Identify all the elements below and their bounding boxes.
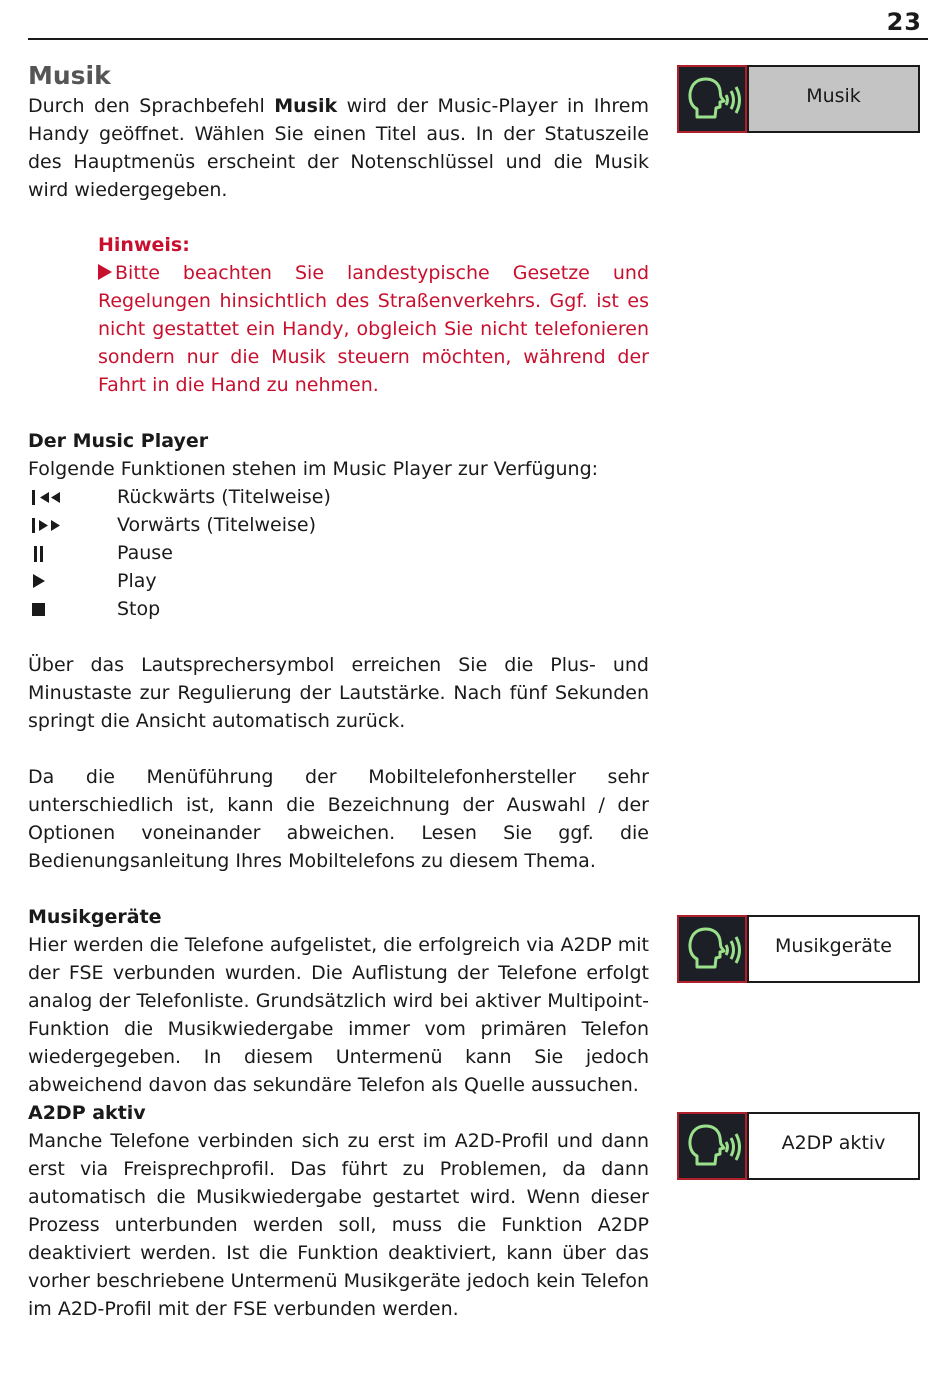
skip-back-icon <box>30 483 100 511</box>
stop-icon <box>30 595 100 623</box>
section-title-musik: Musik <box>28 61 111 90</box>
volume-paragraph: Über das Lautsprechersymbol erreichen Sie die Plus- und Minustaste zur Regulierung der Lautstärke. Nach fünf Sekunden springt die Ansicht automatisch zurück. <box>28 654 649 732</box>
function-label-pause: Pause <box>117 542 173 564</box>
hint-arrow-icon <box>98 264 112 280</box>
voice-command-icon <box>677 1112 747 1180</box>
musikgeraete-paragraph: Hier werden die Telefone aufgelistet, die erfolgreich via A2DP mit der FSE verbunden wurden. Die Auflistung der Telefone erfolgt analog der Telefonliste. Grundsätzlich wird bei aktiver Multipoint-Funktion die Musikwiedergabe immer vom primären Telefon wiedergegeben. In diesem Untermenü kann Sie jedoch abweichend davon das sekundäre Telefon als Quelle aussuchen. <box>28 934 649 1096</box>
voice-menu-button-musikgeraete[interactable] <box>677 915 920 983</box>
voice-command-icon <box>677 65 747 133</box>
voice-menu-button-a2dp[interactable] <box>677 1112 920 1180</box>
voice-command-icon <box>677 915 747 983</box>
function-label-play: Play <box>117 570 157 592</box>
a2dp-heading: A2DP aktiv <box>28 1102 146 1124</box>
function-label-rewind: Rückwärts (Titelweise) <box>117 486 331 508</box>
musik-intro-bold: Musik <box>274 95 338 117</box>
musik-intro-before: Durch den Sprachbefehl <box>28 95 275 117</box>
function-row-rewind <box>28 483 528 511</box>
hint-text: Bitte beachten Sie landestypische Gesetze und Regelungen hinsichtlich des Straßenverkehrs. Ggf. ist es nicht gestattet ein Handy, obgleich Sie nicht telefonieren sondern nur die Musik steuern möchten, während der Fahrt in die Hand zu nehmen. <box>98 262 649 396</box>
function-label-stop: Stop <box>117 598 161 620</box>
a2dp-paragraph: Manche Telefone verbinden sich zu erst im A2D-Profil und dann erst via Freisprechprofil. Das führt zu Problemen, da dann automatisch die Musikwiedergabe gestartet wird. Wenn dieser Prozess unterbunden werden soll, muss die Funktion A2DP deaktiviert werden. Ist die Funktion deaktiviert, kann über das vorher beschriebene Untermenü Musikgeräte jedoch kein Telefon im A2D-Profil mit der FSE verbunden werden. <box>28 1130 649 1320</box>
widget-label-a2dp: A2DP aktiv <box>747 1112 920 1180</box>
pause-icon <box>30 539 100 567</box>
widget-label-musik: Musik <box>747 65 920 133</box>
widget-label-musikgeraete: Musikgeräte <box>747 915 920 983</box>
function-row-play <box>28 567 528 595</box>
function-row-stop <box>28 595 528 623</box>
music-player-intro: Folgende Funktionen stehen im Music Player zur Verfügung: <box>28 458 599 480</box>
musik-intro <box>28 92 649 204</box>
function-row-forward <box>28 511 528 539</box>
voice-menu-button-musik[interactable] <box>677 65 920 133</box>
hint-label: Hinweis: <box>98 234 190 256</box>
function-row-pause <box>28 539 528 567</box>
header-rule <box>28 38 928 40</box>
hint-text-block <box>98 259 649 399</box>
function-label-forward: Vorwärts (Titelweise) <box>117 514 316 536</box>
menu-paragraph: Da die Menüführung der Mobiltelefonhersteller sehr unterschiedlich ist, kann die Bezeichnung der Auswahl / der Optionen voneinander abweichen. Lesen Sie ggf. die Bedienungsanleitung Ihres Mobiltelefons zu diesem Thema. <box>28 766 649 872</box>
musikgeraete-heading: Musikgeräte <box>28 906 162 928</box>
hint-box <box>98 231 649 399</box>
musik-intro-after: wird der Music-Player in Ihrem Handy geöffnet. Wählen Sie einen Titel aus. In der Statuszeile des Hauptmenüs erscheint der Notenschlüssel und die Musik wird wiedergegeben. <box>28 95 649 201</box>
skip-forward-icon <box>30 511 100 539</box>
music-player-heading: Der Music Player <box>28 430 209 452</box>
play-icon <box>30 567 100 595</box>
page-number: 23 <box>886 8 922 36</box>
